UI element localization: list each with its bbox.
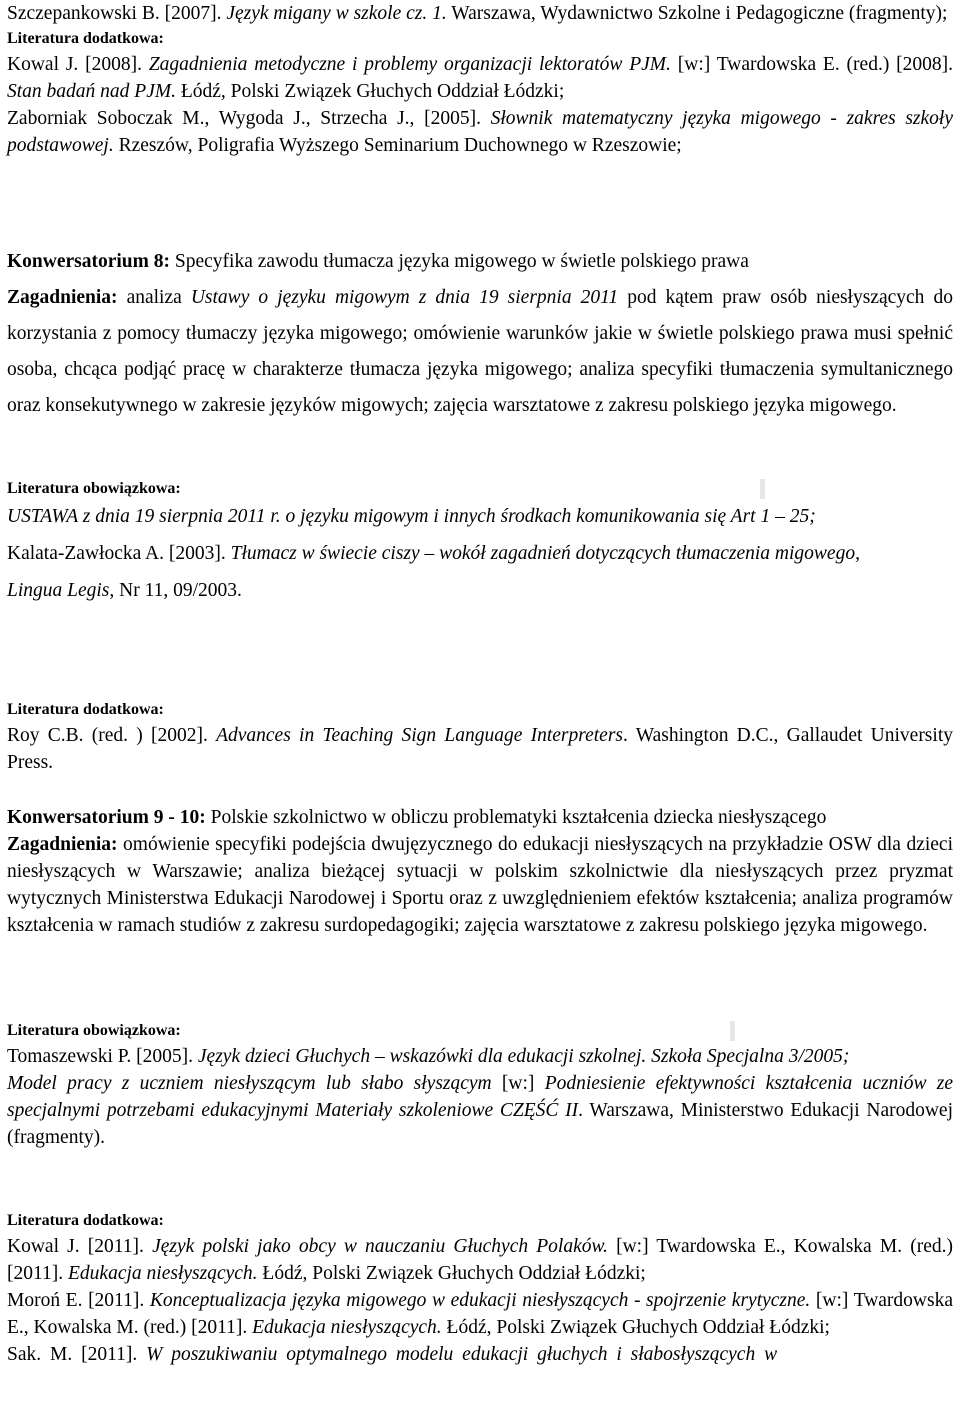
section-heading: Konwersatorium 8: Specyfika zawodu tłumacza języka migowego w świetle polskiego prawa [7,251,749,272]
literature-required-label: Literatura obowiązkowa: [7,480,181,497]
k8-additional-literature [7,698,953,776]
topics-paragraph: Zagadnienia: omówienie specyfiki podejścia dwujęzycznego do edukacji niesłyszących na przykładzie OSW dla dzieci niesłyszących w Warszawie; analiza bieżącej sytuacji w polskim szkolnictwie dla niesłyszących przez pryzmat wytycznych Ministerstwa Edukacji Narodowej i Sportu oraz z uwzględnieniem efektów kształcenia; analiza programów kształcenia w ramach studiów z zakresu surdopedagogiki; zajęcia warsztatowe z zakresu polskiego języka migowego. [7,834,953,936]
literature-additional-label: Literatura dodatkowa: [7,30,164,47]
reference-szczepankowski: Szczepankowski B. [2007]. Język migany w szkole cz. 1. Warszawa, Wydawnictwo Szkolne i Pedagogiczne (fragmenty); [7,3,948,24]
reference-ustawa: USTAWA z dnia 19 sierpnia 2011 r. o języku migowym i innych środkach komunikowania się Art 1 – 25; [7,506,816,527]
section-heading: Konwersatorium 9 - 10: Polskie szkolnictwo w obliczu problematyki kształcenia dziecka niesłyszącego [7,807,827,828]
reference-moron: Moroń E. [2011]. Konceptualizacja języka migowego w edukacji niesłyszących - spojrzenie krytyczne. [w:] Twardowska E., Kowalska M. (red.) [2011]. Edukacja niesłyszących. Łódź, Polski Związek Głuchych Oddział Łódzki; [7,1290,954,1338]
reference-sak: Sak. M. [2011]. W poszukiwaniu optymalnego modelu edukacji głuchych i słabosłyszących w [7,1344,778,1365]
konwersatorium-8 [7,244,953,424]
topics-paragraph: Zagadnienia: analiza Ustawy o języku migowym z dnia 19 sierpnia 2011 pod kątem praw osób niesłyszących do korzystania z pomocy tłumaczy języka migowego; omówienie warunków jakie w świetle polskiego prawa musi spełnić osoba, chcąca podjąć pracę w charakterze tłumacza języka migowego; analiza specyfiki tłumaczenia symultanicznego oraz konsekutywnego w zakresie języków migowych; zajęcia warsztatowe z zakresu polskiego języka migowego. [7,287,953,416]
literature-additional-label: Literatura dodatkowa: [7,1212,164,1229]
reference-kalata: Kalata-Zawłocka A. [2003]. Tłumacz w świecie ciszy – wokół zagadnień dotyczących tłumaczenia migowego, [7,543,860,564]
literature-required-label: Literatura obowiązkowa: [7,1022,181,1039]
reference-kowal-2008: Kowal J. [2008]. Zagadnienia metodyczne i problemy organizacji lektoratów PJM. [w:] Twardowska E. (red.) [2008]. Stan badań nad PJM. Łódź, Polski Związek Głuchych Oddział Łódzki; [7,54,954,102]
k9-additional-literature [7,1209,953,1368]
konwersatorium-9-10 [7,804,953,939]
literature-additional-label: Literatura dodatkowa: [7,701,164,718]
reference-model-pracy: Model pracy z uczniem niesłyszącym lub słabo słyszącym [w:] Podniesienie efektywności kształcenia uczniów ze specjalnymi potrzebami edukacyjnymi Materiały szkoleniowe CZĘŚĆ II. Warszawa, Ministerstwo Edukacji Narodowej (fragmenty). [7,1073,953,1148]
reference-zaborniak: Zaborniak Soboczak M., Wygoda J., Strzecha J., [2005]. Słownik matematyczny języka migowego - zakres szkoły podstawowej. Rzeszów, Poligrafia Wyższego Seminarium Duchownego w Rzeszowie; [7,108,954,156]
reference-roy: Roy C.B. (red. ) [2002]. Advances in Teaching Sign Language Interpreters. Washington D.C., Gallaudet University Press. [7,725,953,773]
reference-lingua-legis: Lingua Legis, Nr 11, 09/2003. [7,580,242,601]
k9-literature [7,1019,953,1151]
scan-artifact-mark [730,1021,735,1041]
scan-artifact-mark [760,479,765,499]
k8-literature [7,477,953,604]
reference-tomaszewski: Tomaszewski P. [2005]. Język dzieci Głuchych – wskazówki dla edukacji szkolnej. Szkoła Specjalna 3/2005; [7,1046,850,1067]
reference-kowal-2011: Kowal J. [2011]. Język polski jako obcy w nauczaniu Głuchych Polaków. [w:] Twardowska E., Kowalska M. (red.) [2011]. Edukacja niesłyszących. Łódź, Polski Związek Głuchych Oddział Łódzki; [7,1236,953,1284]
top-references [7,0,953,159]
